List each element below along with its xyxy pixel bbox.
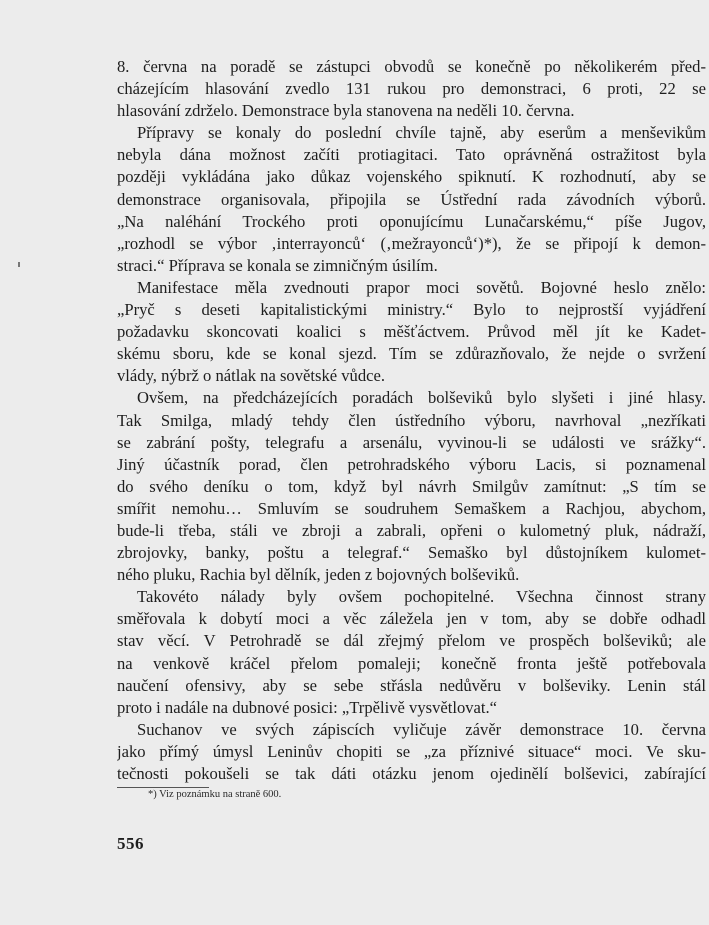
scan-mark	[18, 262, 20, 267]
text-line: směřovala k dobytí moci a věc záležela jen v tom, aby se dobře odhadl	[117, 609, 706, 629]
text-line: požadavku skoncovati koalici s měšťáctvem. Průvod měl jít ke Kadet-	[117, 322, 706, 342]
text-line: „rozhodl se výbor ‚interrayonců‘ (‚mežrayonců‘)*), že se připojí k demon-	[117, 233, 706, 253]
text-line: později vykládána jako důkaz vojenského spiknutí. K rozhodnutí, aby se	[117, 167, 706, 187]
text-line: stav věcí. V Petrohradě se dál zřejmý přelom ve prospěch bolševiků; ale	[117, 631, 706, 651]
text-line: nebyla dána možnost začíti protiagitaci. Tato oprávněná ostražitost byla	[117, 145, 706, 165]
text-line: demonstrace organisovala, připojila se Ústřední rada závodních výborů.	[117, 189, 706, 209]
text-line: „Pryč s deseti kapitalistickými ministry.“ Bylo to nejprostší vyjádření	[117, 300, 706, 320]
text-line: bude-li třeba, stáli ve zbroji a zabrali, opřeni o kulometný pluk, nádraží,	[117, 520, 706, 540]
text-line: „Na naléhání Trockého proti oponujícímu Lunačarskému,“ píše Jugov,	[117, 211, 706, 231]
text-line: jako přímý úmysl Leninův chopiti se „za příznivé situace“ moci. Ve sku-	[117, 741, 706, 761]
text-line: Přípravy se konaly do poslední chvíle tajně, aby eserům a menševikům	[137, 123, 706, 143]
text-line: ného pluku, Rachia byl dělník, jeden z bojovných bolševiků.	[117, 565, 520, 585]
footnote: *) Viz poznámku na straně 600.	[148, 789, 282, 800]
text-line: Suchanov ve svých zápiscích vyličuje závěr demonstrace 10. června	[137, 719, 706, 739]
paragraph	[117, 56, 706, 122]
body-text	[117, 56, 706, 785]
text-line: hlasování zdrželo. Demonstrace byla stanovena na neděli 10. června.	[117, 101, 575, 121]
text-line: Jiný účastník porad, člen petrohradského výboru Lacis, si poznamenal	[117, 454, 706, 474]
text-line: Ovšem, na předcházejících poradách bolševiků bylo slyšeti i jiné hlasy.	[137, 388, 706, 408]
text-line: Takovéto nálady byly ovšem pochopitelné. Všechna činnost strany	[137, 587, 706, 607]
text-line: zbrojovky, banky, poštu a telegraf.“ Semaško byl důstojníkem kulomet-	[117, 543, 706, 563]
text-line: naučení ofensivy, aby se sebe střásla nedůvěru v bolševiky. Lenin stál	[117, 675, 706, 695]
paragraph	[117, 122, 706, 277]
paragraph	[117, 586, 706, 719]
text-line: 8. června na poradě se zástupci obvodů se konečně po několikerém před-	[117, 57, 706, 76]
text-line: straci.“ Příprava se konala se zimničným úsilím.	[117, 255, 438, 275]
text-line: do svého deníku o tom, když byl návrh Smilgův zamítnut: „S tím se	[117, 476, 706, 496]
page-number: 556	[117, 834, 144, 853]
text-line: se zabrání pošty, telegrafu a arsenálu, vyvinou-li se události ve srážky“.	[117, 432, 706, 452]
text-line: smířit nemohu… Smluvím se soudruhem Semaškem a Rachjou, abychom,	[117, 498, 706, 518]
text-line: proto i nadále na dubnové posici: „Trpělivě vysvětlovat.“	[117, 697, 498, 717]
text-line: skému sboru, kde se konal sjezd. Tím se zdůrazňovalo, že nejde o svržení	[117, 344, 706, 364]
text-line: tečnosti pokoušeli se tak dáti otázku jenom ojedinělí bolševici, zabírající	[117, 764, 706, 783]
paragraph	[117, 719, 706, 785]
text-line: cházejícím hlasování zvedlo 131 rukou pro demonstraci, 6 proti, 22 se	[117, 79, 706, 99]
text-line: na venkově kráčel přelom pomaleji; konečně fronta ještě potřebovala	[117, 653, 706, 673]
text-line: Manifestace měla zvednouti prapor moci sovětů. Bojovné heslo znělo:	[137, 277, 706, 297]
paragraph	[117, 277, 706, 387]
text-line: Tak Smilga, mladý tehdy člen ústředního výboru, navrhoval „nezříkati	[117, 410, 706, 430]
paragraph	[117, 387, 706, 586]
text-line: vlády, nýbrž o nátlak na sovětské vůdce.	[117, 366, 386, 386]
